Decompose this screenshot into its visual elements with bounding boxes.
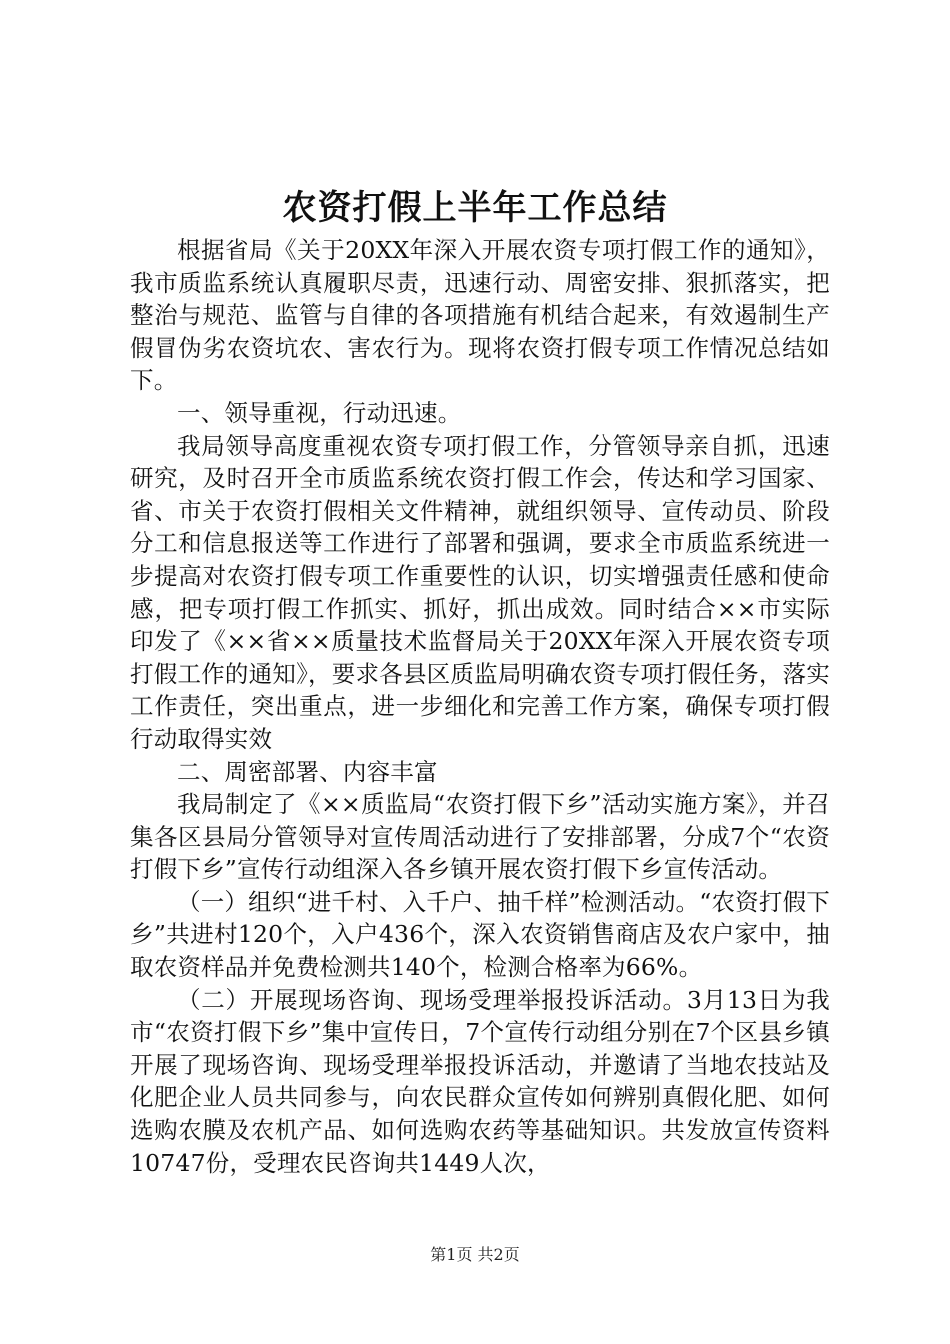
paragraph-section-2: 我局制定了《××质监局“农资打假下乡”活动实施方案》，并召集各区县局分管领导对宣传周活动进行了安排部署，分成7个“农资打假下乡”宣传行动组深入各乡镇开展农资打假下乡宣传活动。	[130, 790, 830, 884]
document-title: 农资打假上半年工作总结	[282, 188, 668, 228]
paragraph-item-2: （二）开展现场咨询、现场受理举报投诉活动。3月13日为我市“农资打假下乡”集中宣传日，7个宣传行动组分别在7个区县乡镇开展了现场咨询、现场受理举报投诉活动，并邀请了当地农技站及化肥企业人员共同参与，向农民群众宣传如何辨别真假化肥、如何选购农膜及农机产品、如何选购农药等基础知识。共发放宣传资料10747份，受理农民咨询共1449人次，	[130, 985, 830, 1177]
section-heading-1: 一、领导重视，行动迅速。	[177, 398, 462, 427]
document-body	[130, 234, 830, 1179]
paragraph-item-1: （一）组织“进千村、入千户、抽千样”检测活动。“农资打假下乡”共进村120个，入户436个，深入农资销售商店及农户家中，抽取农资样品并免费检测共140个，检测合格率为66%。	[130, 887, 830, 982]
section-heading-2: 二、周密部署、内容丰富	[177, 757, 438, 786]
paragraph-intro: 根据省局《关于20XX年深入开展农资专项打假工作的通知》，我市质监系统认真履职尽责，迅速行动、周密安排、狠抓落实，把整治与规范、监管与自律的各项措施有机结合起来，有效遏制生产假冒伪劣农资坑农、害农行为。现将农资打假专项工作情况总结如下。	[130, 236, 830, 395]
page-footer: 第1页 共2页	[430, 1245, 520, 1264]
paragraph-section-1: 我局领导高度重视农资专项打假工作，分管领导亲自抓，迅速研究，及时召开全市质监系统农资打假工作会，传达和学习国家、省、市关于农资打假相关文件精神，就组织领导、宣传动员、阶段分工和信息报送等工作进行了部署和强调，要求全市质监系统进一步提高对农资打假专项工作重要性的认识，切实增强责任感和使命感，把专项打假工作抓实、抓好，抓出成效。同时结合××市实际印发了《××省××质量技术监督局关于20XX年深入开展农资专项打假工作的通知》，要求各县区质监局明确农资专项打假任务，落实工作责任，突出重点，进一步细化和完善工作方案，确保专项打假行动取得实效	[130, 431, 830, 753]
